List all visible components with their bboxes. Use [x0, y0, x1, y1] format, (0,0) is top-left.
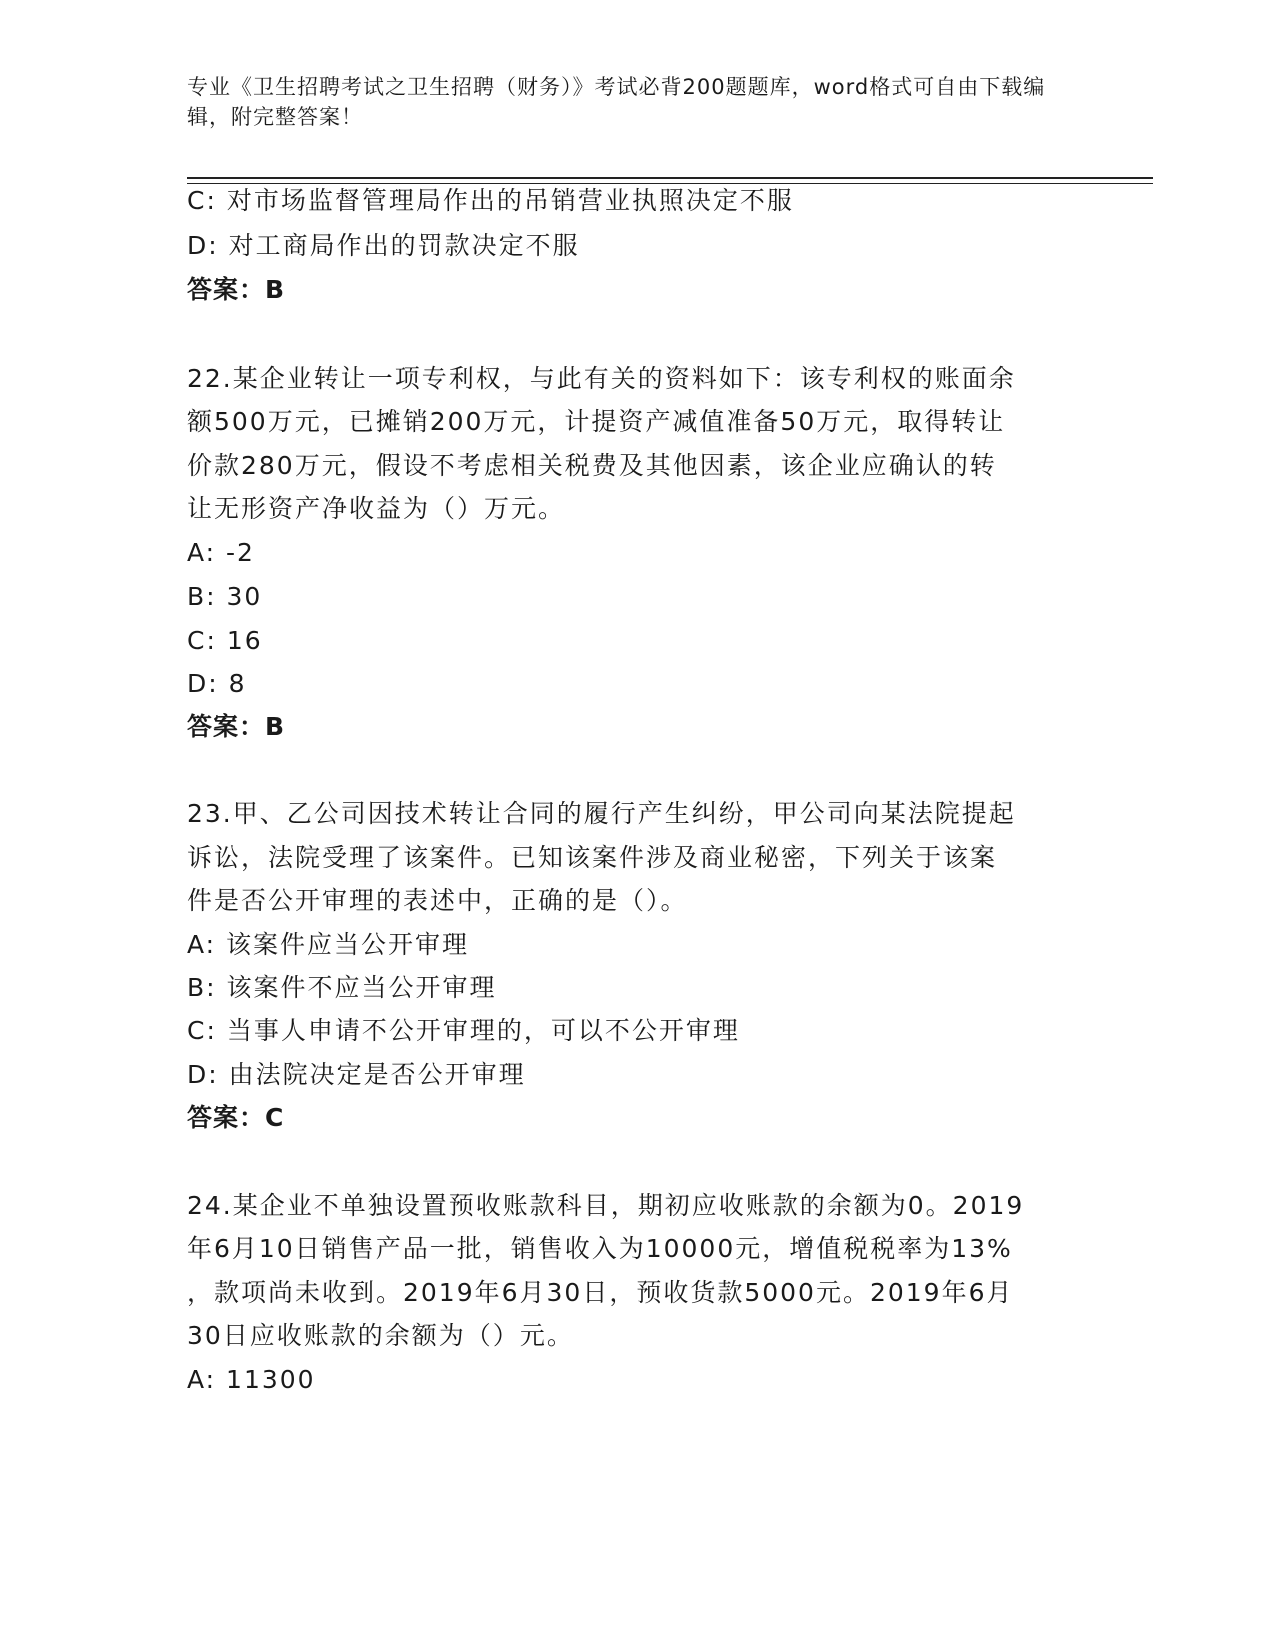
q24-stem-line: 24.某企业不单独设置预收账款科目，期初应收账款的余额为0。2019: [187, 1191, 1025, 1220]
q22-option-a: A: -2: [187, 538, 255, 567]
q22-option-c: C: 16: [187, 626, 263, 655]
q24-stem-line: 30日应收账款的余额为（）元。: [187, 1321, 574, 1350]
q24-option-a: A: 11300: [187, 1365, 316, 1394]
q23-option-c: C: 当事人申请不公开审理的，可以不公开审理: [187, 1016, 740, 1045]
q23-stem-line: 23.甲、乙公司因技术转让合同的履行产生纠纷，甲公司向某法院提起: [187, 799, 1016, 828]
q24-stem-line: ，款项尚未收到。2019年6月30日，预收货款5000元。2019年6月: [187, 1278, 1014, 1307]
q22-option-b: B: 30: [187, 582, 263, 611]
q23-option-d: D: 由法院决定是否公开审理: [187, 1060, 526, 1089]
q22-stem-line: 价款280万元，假设不考虑相关税费及其他因素，该企业应确认的转: [187, 451, 997, 480]
document-header: 专业《卫生招聘考试之卫生招聘（财务）》考试必背200题题库，word格式可自由下载编辑，附完整答案！: [187, 75, 1046, 129]
q22-option-d: D: 8: [187, 669, 247, 698]
header-rule-thick: [187, 177, 1153, 179]
q22-stem-line: 让无形资产净收益为（）万元。: [187, 494, 566, 523]
header-rule-thin: [187, 183, 1153, 184]
q23-option-a: A: 该案件应当公开审理: [187, 930, 470, 959]
q23-stem-line: 诉讼，法院受理了该案件。已知该案件涉及商业秘密，下列关于该案: [187, 843, 998, 872]
q22-stem-line: 额500万元，已摊销200万元，计提资产减值准备50万元，取得转让: [187, 407, 1006, 436]
q24-stem-line: 年6月10日销售产品一批，销售收入为10000元，增值税税率为13%: [187, 1234, 1013, 1263]
q22-stem-line: 22.某企业转让一项专利权，与此有关的资料如下：该专利权的账面余: [187, 364, 1016, 393]
q21-option-d: D: 对工商局作出的罚款决定不服: [187, 231, 580, 260]
q23-answer: 答案：C: [187, 1103, 285, 1132]
q22-answer: 答案：B: [187, 712, 286, 741]
q23-option-b: B: 该案件不应当公开审理: [187, 973, 497, 1002]
q21-option-c: C: 对市场监督管理局作出的吊销营业执照决定不服: [187, 186, 794, 215]
q21-answer: 答案：B: [187, 275, 286, 304]
q23-stem-line: 件是否公开审理的表述中，正确的是（）。: [187, 886, 688, 915]
